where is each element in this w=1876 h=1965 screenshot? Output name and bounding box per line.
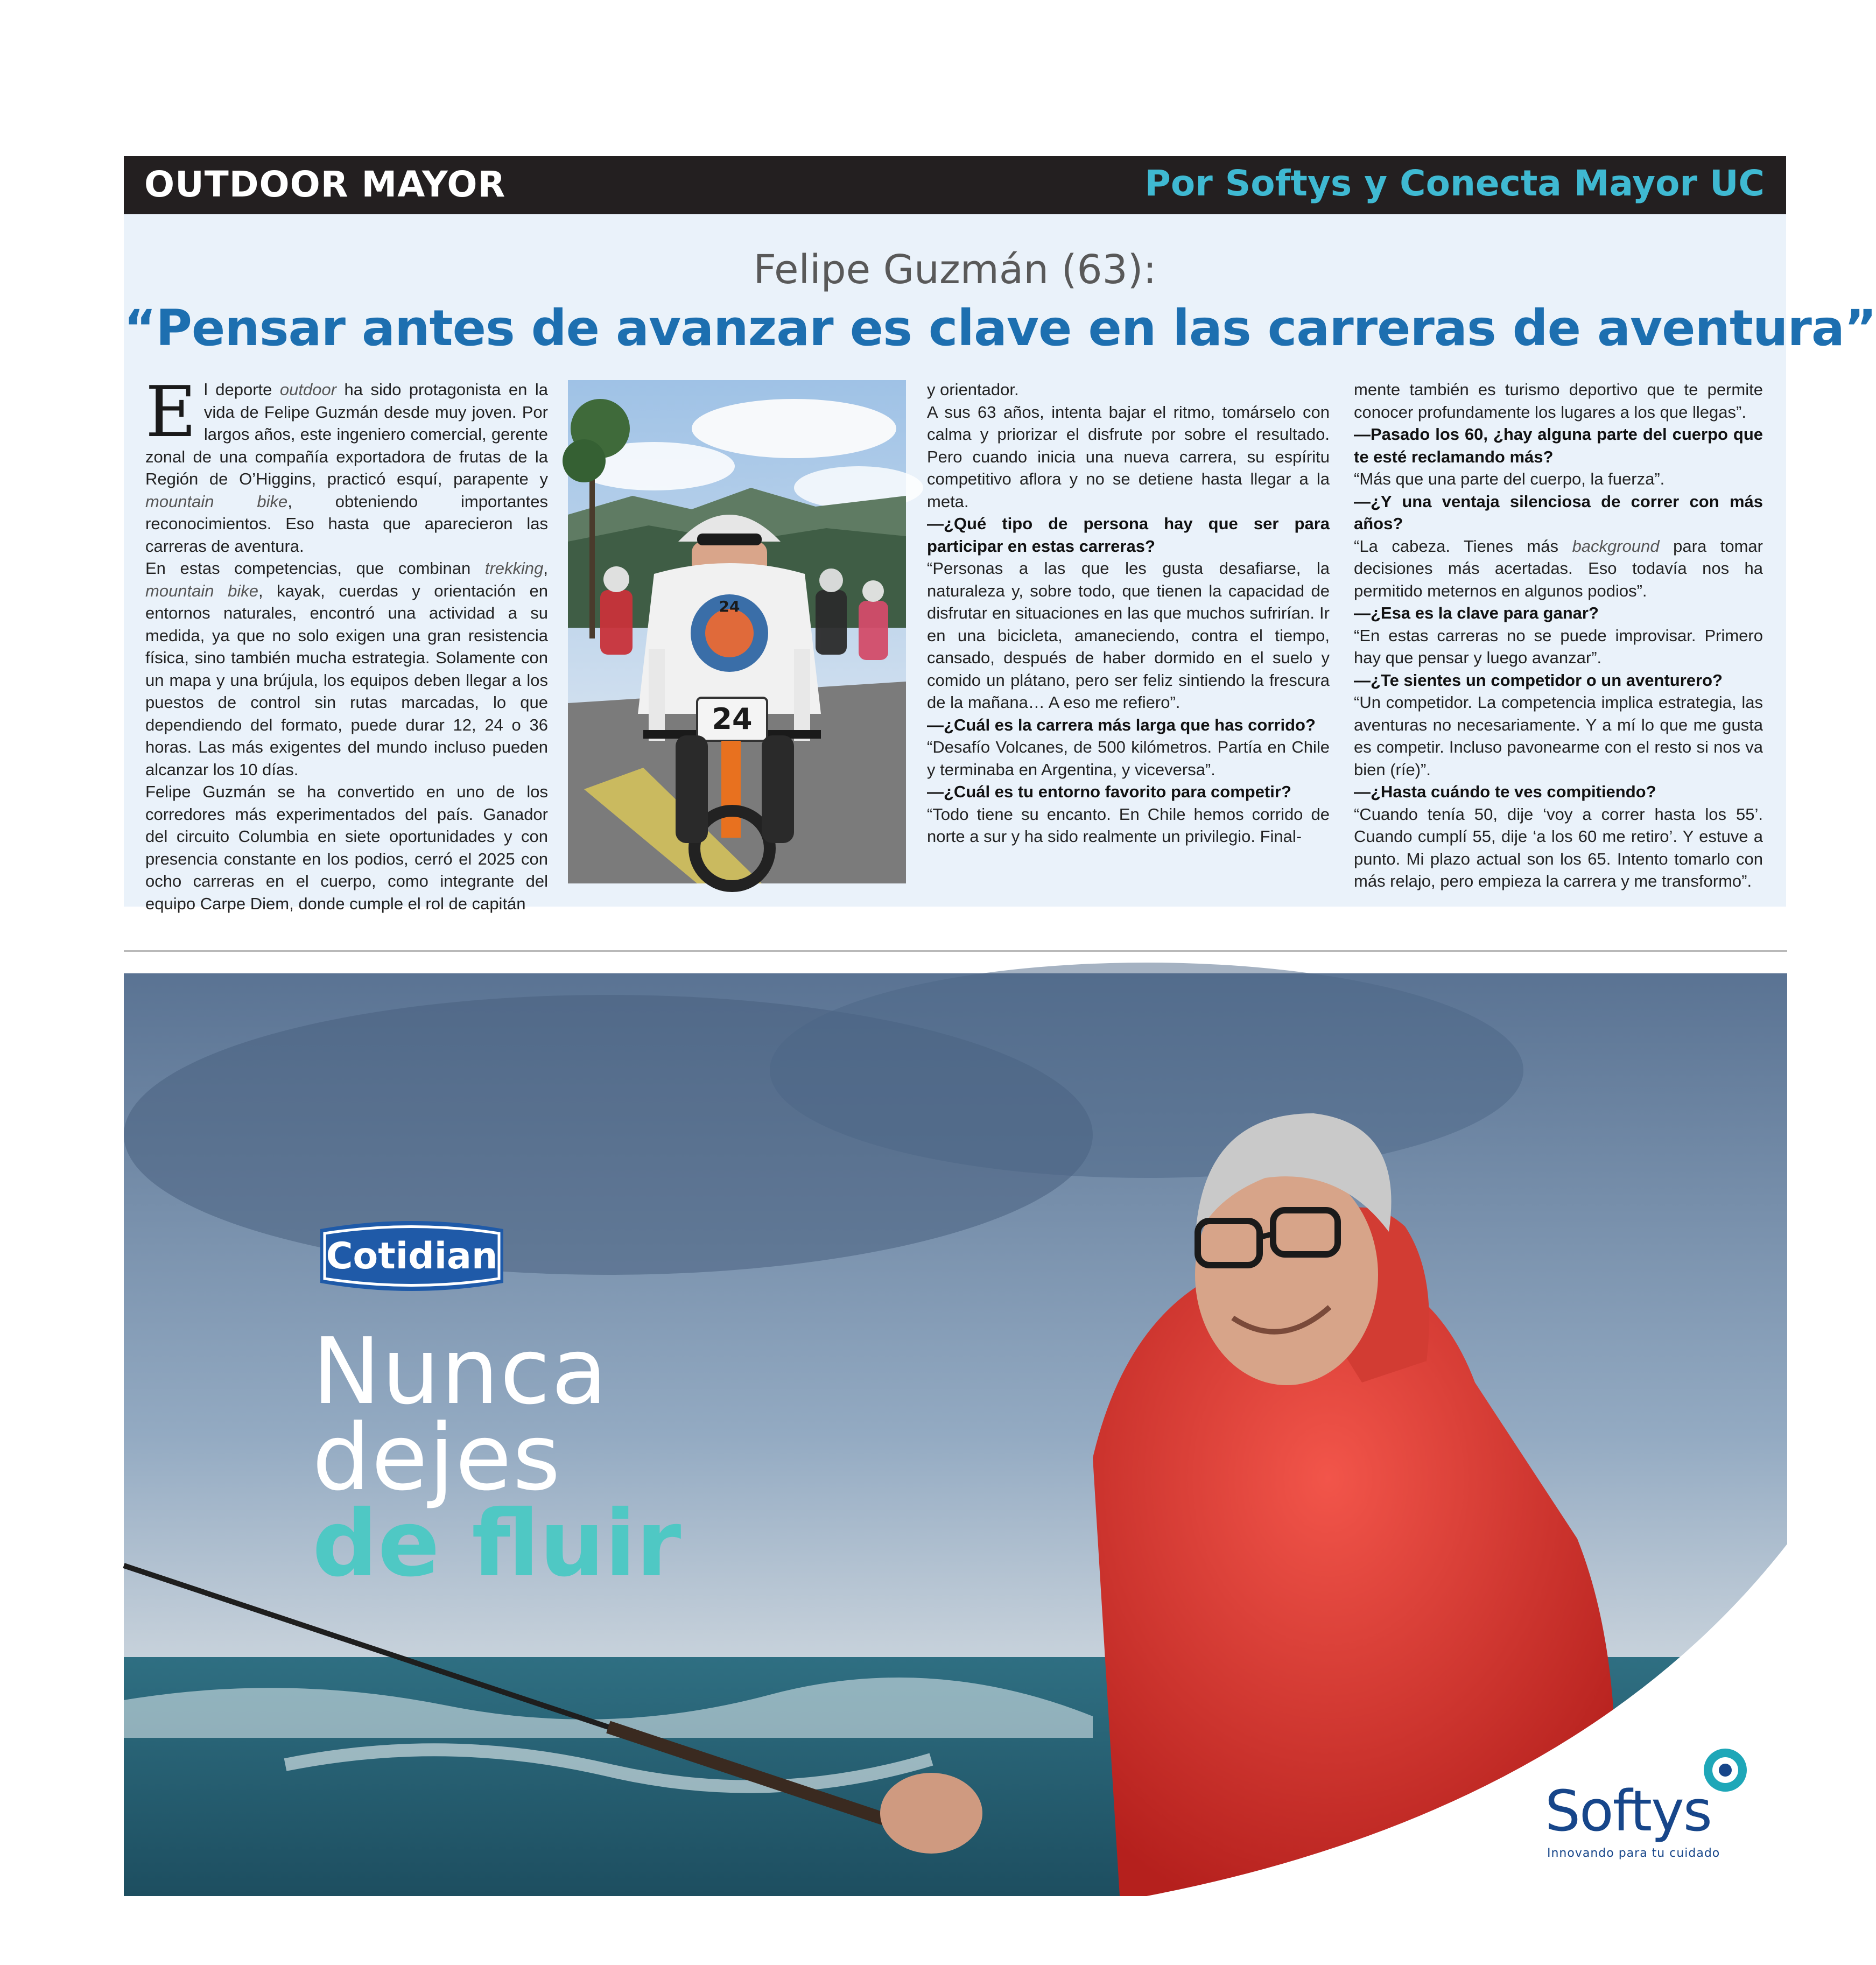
interview-question: —¿Esa es la clave para ganar?	[1354, 603, 1599, 622]
interview-answer: “Personas a las que les gusta desafiarse, la naturaleza y, sobre todo, que tienen la capacidad de disfrutar en situaciones en las que muchos sufrirían. Ir en una bicicleta, amaneciendo, contra el tiempo, cansado, después de haber dormido en el suelo y comido un plátano, pero ser feliz sintiendo la frescura de la mañana… A eso me refiero”.	[927, 559, 1330, 712]
section-header-band	[124, 156, 1786, 214]
section-title: OUTDOOR MAYOR	[144, 164, 506, 205]
interview-answer: “Un competidor. La competencia implica estrategia, las aventuras no necesariamente. Y a mí lo que me gusta es competir. Incluso pavonearme con el resto si nos va bien (ríe)”.	[1354, 693, 1763, 779]
sponsor-line: Por Softys y Conecta Mayor UC	[1144, 163, 1765, 204]
interview-answer: “En estas carreras no se puede improvisar. Primero hay que pensar y luego avanzar”.	[1354, 626, 1763, 667]
article-column-4	[1354, 378, 1763, 895]
ad-slogan	[312, 1318, 681, 1597]
slogan-line-3: de fluir	[312, 1491, 681, 1597]
interview-question: —¿Cuál es tu entorno favorito para competir?	[927, 782, 1291, 801]
interview-question: —¿Y una ventaja silenciosa de correr con más años?	[1354, 492, 1763, 533]
softys-wordmark: Softys	[1545, 1778, 1711, 1844]
bib-number: 24	[712, 702, 753, 736]
paragraph: Felipe Guzmán se ha convertido en uno de los corredores más experimentados del país. Ganador del circuito Columbia en siete oportunidades y con presencia constante en los podios, cerró el 2025 con ocho carreras en el cuerpo, como integrante del equipo Carpe Diem, donde cumple el rol de capitán	[145, 782, 548, 913]
jersey-number: 24	[719, 598, 740, 615]
cyclist-photo	[568, 380, 906, 883]
cyclist-illustration	[568, 380, 906, 883]
interview-answer: “La cabeza. Tienes más background para tomar decisiones más acertadas. Eso todavía nos ha permitido meternos en algunos podios”.	[1354, 536, 1763, 600]
paragraph: y orientador.	[927, 380, 1019, 399]
slogan-line-1: Nunca	[312, 1318, 609, 1425]
interview-answer: “Desafío Volcanes, de 500 kilómetros. Partía en Chile y terminaba en Argentina, y viceversa”.	[927, 738, 1330, 779]
interview-question: —Pasado los 60, ¿hay alguna parte del cuerpo que te esté reclamando más?	[1354, 425, 1763, 466]
article-column-3	[927, 378, 1330, 895]
cotidian-logo	[315, 1216, 509, 1296]
section-divider	[124, 950, 1787, 952]
interview-answer: “Cuando tenía 50, dije ‘voy a correr hasta los 55’. Cuando cumplí 55, dije ‘a los 60 me retiro’. Y estuve a punto. Mi plazo actual son los 65. Intento tomarlo con más relajo, pero empieza la carrera y me transformo”.	[1354, 804, 1763, 890]
interview-answer: “Todo tiene su encanto. En Chile hemos corrido de norte a sur y ha sido realmente un privilegio. Final-	[927, 804, 1330, 846]
paragraph: A sus 63 años, intenta bajar el ritmo, tomárselo con calma y priorizar el disfrute por sobre el resultado. Pero cuando inicia una nueva carrera, su espíritu competitivo aflora y no se detiene hasta llegar a la meta.	[927, 402, 1330, 511]
paragraph: En estas competencias, que combinan trekking, mountain bike, kayak, cuerdas y orientación en entornos naturales, encontró una actividad a su medida, ya que no solo exigen una gran resistencia física, sino también mucha estrategia. Solamente con un mapa y una brújula, los equipos deben llegar a los puestos de control sin rutas marcadas, lo que dependiendo del formato, puede durar 12, 24 o 36 horas. Las más exigentes del mundo incluso pueden alcanzar los 10 días.	[145, 559, 548, 779]
interview-answer: “Más que una parte del cuerpo, la fuerza”.	[1354, 469, 1665, 488]
drop-cap: E	[145, 371, 196, 453]
article-kicker: Felipe Guzmán (63):	[753, 247, 1157, 293]
article-headline: “Pensar antes de avanzar es clave en las carreras de aventura”	[124, 299, 1876, 357]
interview-question: —¿Qué tipo de persona hay que ser para participar en estas carreras?	[927, 514, 1330, 556]
interview-question: —¿Cuál es la carrera más larga que has corrido?	[927, 715, 1316, 734]
cotidian-wordmark: Cotidian	[326, 1235, 498, 1278]
interview-question: —¿Te sientes un competidor o un aventurero?	[1354, 670, 1723, 690]
paragraph: mente también es turismo deportivo que te permite conocer profundamente los lugares a los que llegas”.	[1354, 380, 1763, 422]
softys-tagline: Innovando para tu cuidado	[1547, 1847, 1720, 1860]
paragraph: El deporte outdoor ha sido protagonista en la vida de Felipe Guzmán desde muy joven. Por largos años, este ingeniero comercial, gerente zonal de una compañía exportadora de frutas de la Región de O’Higgins, practicó esquí, parapente y mountain bike, obteniendo importantes reconocimientos. Eso hasta que aparecieron las carreras de aventura.	[145, 371, 548, 556]
article-panel	[124, 214, 1876, 913]
interview-question: —¿Hasta cuándo te ves compitiendo?	[1354, 782, 1656, 801]
article-column-1	[145, 371, 548, 913]
slogan-line-2: dejes	[312, 1405, 561, 1511]
cotidian-advertisement	[124, 973, 1787, 1896]
